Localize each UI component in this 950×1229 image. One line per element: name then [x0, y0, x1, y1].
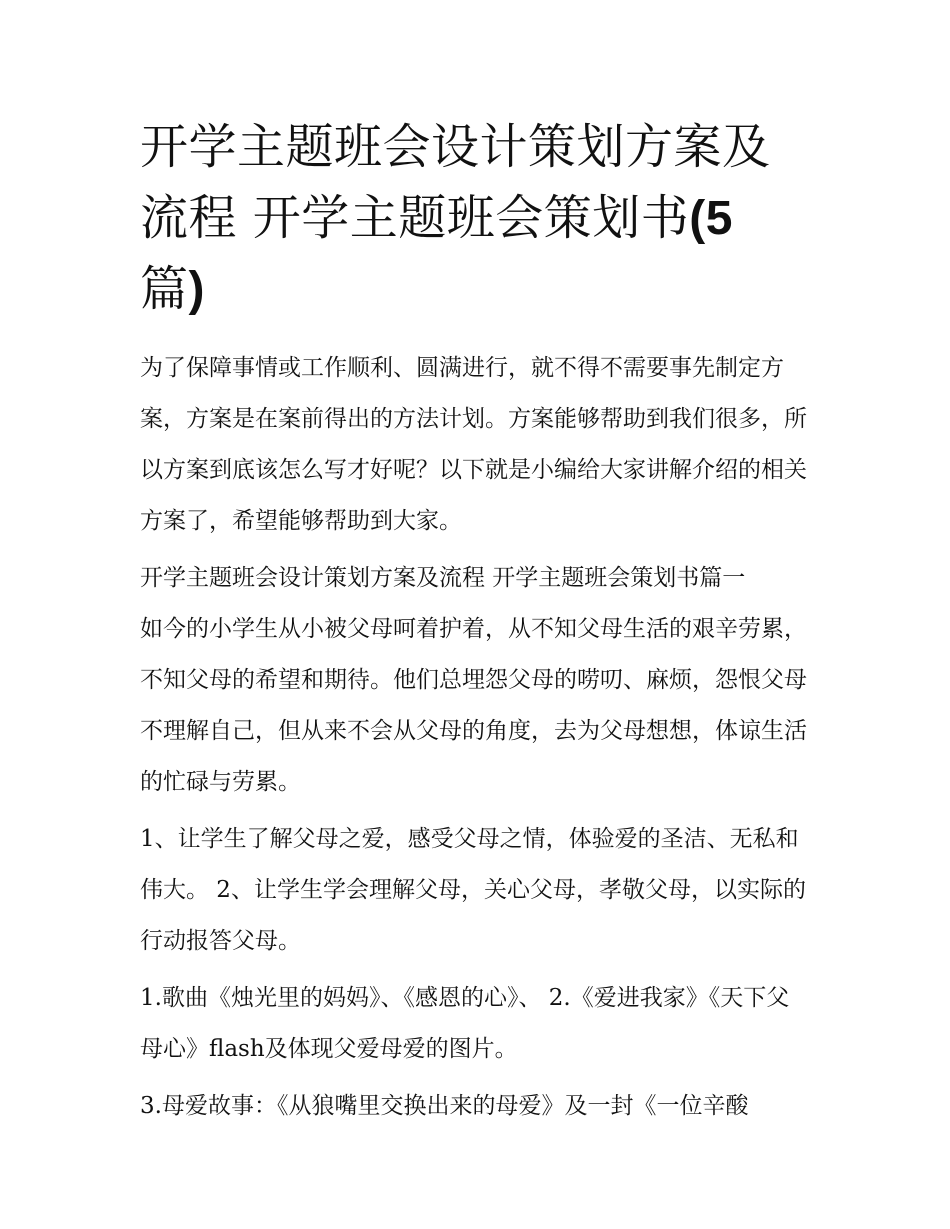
- story-paragraph: 3.母爱故事：《从狼嘴里交换出来的母爱》及一封《一位辛酸: [140, 1093, 749, 1119]
- background-paragraph: 如今的小学生从小被父母呵着护着，从不知父母生活的艰辛劳累，不知父母的希望和期待。他们总埋怨父母的唠叨、麻烦，怨恨父母不理解自己，但从来不会从父母的角度，去为父母想想，体谅生活的忙碌与劳累。: [140, 616, 807, 795]
- section-heading: 开学主题班会设计策划方案及流程 开学主题班会策划书篇一: [140, 565, 746, 591]
- title-line-1: 开学主题班会设计策划方案及: [140, 119, 771, 175]
- title-line-3: 篇): [140, 261, 205, 317]
- document-title: [140, 112, 812, 325]
- document-page: [140, 112, 812, 1132]
- materials-paragraph: 1.歌曲《烛光里的妈妈》、《感恩的心》、 2.《爱进我家》《天下父母心》flash及体现父爱母爱的图片。: [140, 985, 790, 1062]
- intro-paragraph: 为了保障事情或工作顺利、圆满进行，就不得不需要事先制定方案，方案是在案前得出的方法计划。方案能够帮助到我们很多，所以方案到底该怎么写才好呢？以下就是小编给大家讲解介绍的相关方案了，希望能够帮助到大家。: [140, 355, 807, 534]
- title-line-2: 流程 开学主题班会策划书(5: [140, 190, 733, 246]
- goals-paragraph: 1、让学生了解父母之爱，感受父母之情，体验爱的圣洁、无私和伟大。 2、让学生学会理解父母，关心父母，孝敬父母，以实际的行动报答父母。: [140, 826, 806, 954]
